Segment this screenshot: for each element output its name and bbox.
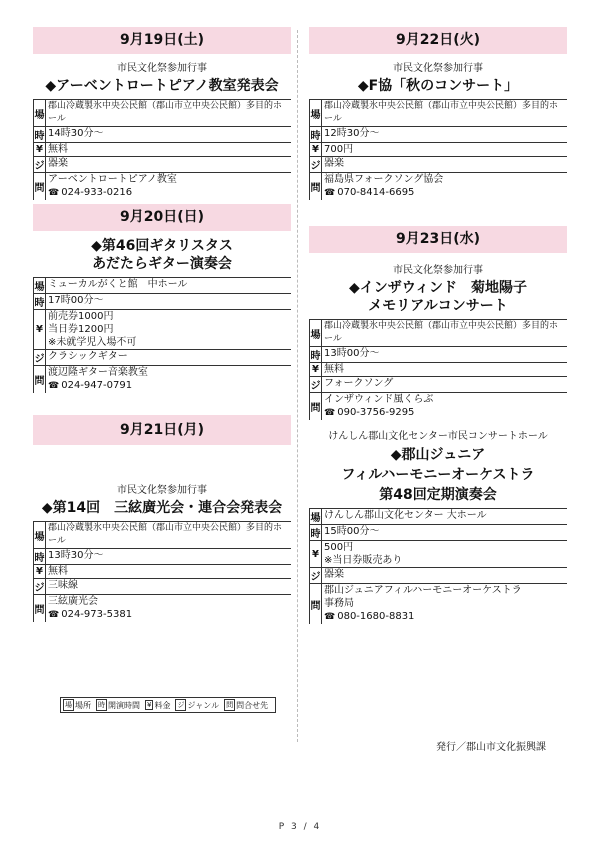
event-organizer: 市民文化祭参加行事 <box>117 63 207 74</box>
time-row <box>309 127 567 143</box>
fee-tag: ¥ <box>33 565 46 578</box>
event-title-line2: メモリアルコンサート <box>368 298 508 314</box>
phone-icon: ☎ <box>48 188 60 198</box>
fee-tag: ¥ <box>309 541 322 567</box>
genre-value: 三味線 <box>48 580 78 591</box>
event-organizer: 市民文化祭参加行事 <box>393 265 483 276</box>
fee-tag: ¥ <box>309 143 322 156</box>
time-tag: 時 <box>309 127 322 142</box>
fee-note: ※未就学児入場不可 <box>48 337 137 348</box>
time-value: 14時30分～ <box>48 128 104 139</box>
contact-name: 福島県フォークソング協会 <box>324 174 444 185</box>
legend-contact <box>224 699 268 711</box>
place-value: 郡山冷蔵製氷中央公民館（郡山市立中央公民館）多目的ホール <box>324 321 559 344</box>
place-tag: 場 <box>309 320 322 346</box>
legend <box>60 697 276 713</box>
event-title: ◆第46回ギタリスタス <box>91 238 233 254</box>
time-value: 13時00分～ <box>324 348 380 359</box>
fee-value: 700円 <box>324 144 354 155</box>
contact-row <box>33 173 291 200</box>
genre-value: 器楽 <box>48 158 68 169</box>
place-tag: 場 <box>309 100 322 126</box>
time-row <box>309 525 567 541</box>
phone-number: 024-973-5381 <box>61 609 133 620</box>
genre-row <box>33 579 291 595</box>
place-row <box>309 320 567 347</box>
place-tag: 場 <box>309 509 322 524</box>
legend-tag: ジ <box>177 701 185 709</box>
genre-tag: ジ <box>309 157 322 172</box>
event-details <box>309 319 567 420</box>
fee-value: 無料 <box>324 364 344 375</box>
time-value: 15時00分～ <box>324 526 380 537</box>
event-details <box>309 99 567 200</box>
fee-row <box>309 363 567 377</box>
publisher: 発行／郡山市文化振興課 <box>436 742 546 753</box>
place-tag: 場 <box>33 278 46 293</box>
legend-label: 開演時間 <box>108 700 140 710</box>
place-value: 郡山冷蔵製氷中央公民館（郡山市立中央公民館）多目的ホール <box>48 523 283 546</box>
phone-icon: ☎ <box>324 408 336 418</box>
legend-place <box>63 699 91 711</box>
phone-number: 070-8414-6695 <box>337 187 415 198</box>
contact-value <box>46 595 134 622</box>
event-title-line2: あだたらギター演奏会 <box>92 256 232 272</box>
fee-line: 500円 <box>324 542 354 553</box>
contact-tag: 問 <box>33 595 46 622</box>
genre-row <box>309 377 567 393</box>
legend-tag: 問 <box>226 701 234 709</box>
phone-number: 024-933-0216 <box>61 187 133 198</box>
place-row <box>33 278 291 294</box>
place-row <box>309 509 567 525</box>
contact-tag: 問 <box>309 393 322 420</box>
time-row <box>33 294 291 310</box>
page-number: P 3 / 4 <box>278 822 322 832</box>
phone-icon: ☎ <box>324 188 336 198</box>
legend-label: 場所 <box>75 700 91 710</box>
event-date: 9月23日(水) <box>309 226 567 253</box>
event-title: ◆郡山ジュニア <box>390 447 486 463</box>
phone-number: 080-1680-8831 <box>337 611 415 622</box>
place-row <box>309 100 567 127</box>
time-row <box>33 127 291 143</box>
fee-row <box>33 565 291 579</box>
fee-value: 無料 <box>48 566 68 577</box>
event-details <box>33 521 291 622</box>
genre-value: フォークソング <box>324 378 394 389</box>
fee-value <box>46 310 138 349</box>
phone-icon: ☎ <box>48 381 60 391</box>
legend-tag: ¥ <box>147 701 152 709</box>
event-card <box>309 422 567 624</box>
fee-row <box>33 310 291 350</box>
place-value: 郡山冷蔵製氷中央公民館（郡山市立中央公民館）多目的ホール <box>48 101 283 124</box>
contact-row <box>309 393 567 420</box>
event-date: 9月20日(日) <box>33 204 291 231</box>
legend-tag: 時 <box>98 701 105 709</box>
event-card <box>33 27 291 200</box>
column-divider <box>297 30 298 742</box>
fee-tag: ¥ <box>33 143 46 156</box>
genre-tag: ジ <box>33 157 46 172</box>
time-row <box>33 549 291 565</box>
event-title: ◆第14回 三絃廣光会・連合会発表会 <box>41 500 283 516</box>
place-tag: 場 <box>33 100 46 126</box>
genre-value: クラシックギター <box>48 351 128 362</box>
event-card <box>33 204 291 393</box>
event-card <box>33 415 291 622</box>
event-organizer: 市民文化祭参加行事 <box>393 63 483 74</box>
contact-row <box>33 366 291 393</box>
fee-tag: ¥ <box>33 310 46 349</box>
contact-value <box>46 366 150 393</box>
legend-label: 問合せ先 <box>236 700 269 710</box>
fee-tag: ¥ <box>309 363 322 376</box>
time-tag: 時 <box>33 549 46 564</box>
place-value: ミューカルがくと館 中ホール <box>48 279 188 290</box>
genre-tag: ジ <box>33 350 46 365</box>
phone-number: 090-3756-9295 <box>337 407 415 418</box>
place-value: 郡山冷蔵製氷中央公民館（郡山市立中央公民館）多目的ホール <box>324 101 559 124</box>
contact-name: 郡山ジュニアフィルハーモニーオーケストラ <box>324 585 522 596</box>
legend-label: 料金 <box>154 700 171 710</box>
contact-value <box>322 393 435 420</box>
fee-line: 当日券1200円 <box>48 324 114 335</box>
phone-icon: ☎ <box>324 612 336 622</box>
genre-row <box>309 157 567 173</box>
fee-row <box>33 143 291 157</box>
genre-row <box>33 350 291 366</box>
event-details <box>33 277 291 393</box>
time-tag: 時 <box>309 347 322 362</box>
phone-number: 024-947-0791 <box>61 380 133 391</box>
legend-tag: 場 <box>65 701 72 709</box>
event-date: 9月19日(土) <box>33 27 291 54</box>
legend-label: ジャンル <box>187 700 220 710</box>
fee-value: 無料 <box>48 144 68 155</box>
fee-value <box>322 541 404 567</box>
place-tag: 場 <box>33 522 46 548</box>
time-tag: 時 <box>33 294 46 309</box>
event-details <box>33 99 291 200</box>
event-card <box>309 27 567 200</box>
fee-row <box>309 541 567 568</box>
event-title-line3: 第48回定期演奏会 <box>379 487 497 503</box>
time-tag: 時 <box>33 127 46 142</box>
contact-value <box>322 173 445 200</box>
fee-line: 前売券1000円 <box>48 311 114 322</box>
phone-icon: ☎ <box>48 610 60 620</box>
fee-note: ※当日券販売あり <box>324 555 403 566</box>
contact-name: 三絃廣光会 <box>48 596 98 607</box>
time-value: 12時30分～ <box>324 128 380 139</box>
fee-row <box>309 143 567 157</box>
contact-value <box>322 584 524 624</box>
contact-value <box>46 173 179 200</box>
contact-name: インザウィンド風くらぶ <box>324 394 434 405</box>
contact-tag: 問 <box>33 173 46 200</box>
time-row <box>309 347 567 363</box>
contact-row <box>309 584 567 624</box>
contact-row <box>33 595 291 622</box>
time-value: 13時30分～ <box>48 550 104 561</box>
event-details <box>309 508 567 624</box>
event-title: ◆インザウィンド 菊地陽子 <box>349 280 527 296</box>
contact-tag: 問 <box>309 584 322 624</box>
event-card <box>309 226 567 420</box>
legend-time <box>96 699 140 711</box>
genre-row <box>309 568 567 584</box>
contact-name: 渡辺隆ギター音楽教室 <box>48 367 148 378</box>
contact-row <box>309 173 567 200</box>
contact-tag: 問 <box>309 173 322 200</box>
place-value: けんしん郡山文化センター 大ホール <box>324 510 487 521</box>
genre-value: 器楽 <box>324 569 344 580</box>
legend-genre <box>175 699 219 711</box>
event-title: ◆アーベントロートピアノ教室発表会 <box>45 78 279 94</box>
contact-name-line2: 事務局 <box>324 598 354 609</box>
event-organizer: 市民文化祭参加行事 <box>117 485 207 496</box>
place-row <box>33 522 291 549</box>
genre-value: 器楽 <box>324 158 344 169</box>
genre-tag: ジ <box>309 377 322 392</box>
event-date: 9月21日(月) <box>33 415 291 445</box>
time-tag: 時 <box>309 525 322 540</box>
event-title: ◆F協「秋のコンサート」 <box>357 78 519 94</box>
genre-tag: ジ <box>33 579 46 594</box>
event-organizer: けんしん郡山文化センター市民コンサートホール <box>328 431 548 442</box>
legend-fee <box>145 699 170 711</box>
event-date: 9月22日(火) <box>309 27 567 54</box>
contact-name: アーベントロートピアノ教室 <box>48 174 177 185</box>
genre-tag: ジ <box>309 568 322 583</box>
contact-tag: 問 <box>33 366 46 393</box>
time-value: 17時00分～ <box>48 295 104 306</box>
place-row <box>33 100 291 127</box>
event-title-line2: フィルハーモニーオーケストラ <box>341 467 535 483</box>
genre-row <box>33 157 291 173</box>
